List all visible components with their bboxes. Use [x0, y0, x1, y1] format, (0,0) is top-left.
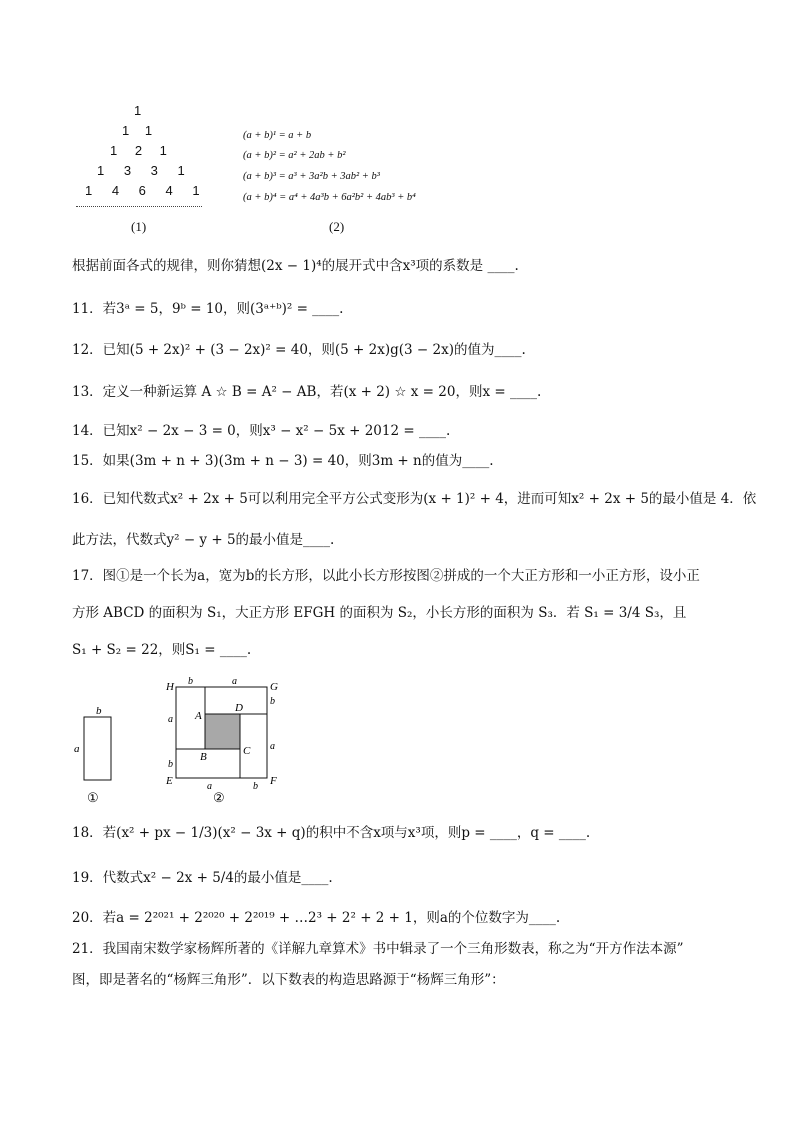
binomial-2: (a + b)² = a² + 2ab + b² [243, 150, 346, 161]
pascal-row-1: 1 [134, 103, 142, 118]
question-11: 11．若3ᵃ = 5，9ᵇ = 10，则(3ᵃ⁺ᵇ)² = ____. [72, 301, 344, 317]
caption-1: (1) [131, 219, 147, 234]
question-19: 19．代数式x² − 2x + 5/4的最小值是____. [72, 870, 333, 886]
fig1-label-b: b [96, 705, 102, 717]
small-rectangle [84, 717, 111, 780]
question-12: 12．已知(5 + 2x)² + (3 − 2x)² = 40，则(5 + 2x)g(3 − 2x)的值为____. [72, 342, 526, 358]
question-16-line1: 16．已知代数式x² + 2x + 5可以利用完全平方公式变形为(x + 1)² + 4，进而可知x² + 2x + 5的最小值是 4．依 [72, 491, 757, 507]
question-21-line1: 21．我国南宋数学家杨辉所著的《详解九章算术》书中辑录了一个三角形数表，称之为“开方作法本源” [72, 941, 684, 957]
fig1-number: ① [87, 790, 99, 805]
label-H: H [166, 681, 174, 693]
pascal-row-2: 1 1 [122, 123, 153, 138]
svg-text:b: b [188, 676, 193, 687]
question-15: 15．如果(3m + n + 3)(3m + n − 3) = 40，则3m + n的值为____. [72, 453, 494, 469]
question-16-line2: 此方法，代数式y² − y + 5的最小值是____. [72, 532, 335, 548]
question-13: 13．定义一种新运算 A ☆ B = A² − AB，若(x + 2) ☆ x = 20，则x = ____. [72, 384, 542, 400]
svg-text:a: a [270, 741, 275, 752]
binomial-1: (a + b)¹ = a + b [243, 130, 312, 141]
pascal-row-5: 1 4 6 4 1 [85, 183, 200, 198]
binomial-4: (a + b)⁴ = a⁴ + 4a³b + 6a²b² + 4ab³ + b⁴ [243, 192, 416, 203]
svg-text:a: a [207, 781, 212, 792]
label-D: D [235, 702, 243, 714]
svg-text:b: b [253, 781, 258, 792]
pascal-row-4: 1 3 3 1 [97, 163, 185, 178]
fig1-label-a: a [74, 743, 80, 755]
rectangle-figures [65, 672, 295, 807]
label-F: F [270, 775, 277, 787]
svg-text:b: b [168, 759, 173, 770]
fig2-number: ② [213, 790, 225, 805]
question-17-line2: 方形 ABCD 的面积为 S₁，大正方形 EFGH 的面积为 S₂，小长方形的面积为 S₃．若 S₁ = 3/4 S₃，且 [72, 605, 687, 621]
question-10-tail: 根据前面各式的规律，则你猜想(2x − 1)⁴的展开式中含x³项的系数是 ____. [72, 258, 519, 274]
question-17-line3: S₁ + S₂ = 22，则S₁ = ____. [72, 642, 252, 658]
svg-text:a: a [168, 714, 173, 725]
question-18: 18．若(x² + px − 1/3)(x² − 3x + q)的积中不含x项与x³项，则p = ____，q = ____. [72, 825, 591, 841]
binomial-3: (a + b)³ = a³ + 3a²b + 3ab² + b³ [243, 171, 380, 182]
label-B: B [200, 751, 207, 763]
pascal-row-3: 1 2 1 [110, 143, 167, 158]
small-square-ABCD [205, 714, 240, 749]
svg-text:a: a [232, 676, 237, 687]
label-E: E [166, 775, 173, 787]
question-14: 14．已知x² − 2x − 3 = 0，则x³ − x² − 5x + 2012 = ____. [72, 423, 451, 439]
label-C: C [243, 745, 251, 757]
question-17-line1: 17．图①是一个长为a，宽为b的长方形，以此小长方形按图②拼成的一个大正方形和一小正方形，设小正 [72, 568, 700, 584]
label-G: G [270, 681, 278, 693]
svg-text:b: b [270, 696, 275, 707]
label-A: A [195, 710, 202, 722]
dotted-divider [76, 206, 202, 207]
question-20: 20．若a = 2²⁰²¹ + 2²⁰²⁰ + 2²⁰¹⁹ + …2³ + 2² + 2 + 1，则a的个位数字为____. [72, 910, 561, 926]
caption-2: (2) [329, 219, 345, 234]
question-21-line2: 图，即是著名的“杨辉三角形”．以下数表的构造思路源于“杨辉三角形”： [72, 972, 505, 988]
